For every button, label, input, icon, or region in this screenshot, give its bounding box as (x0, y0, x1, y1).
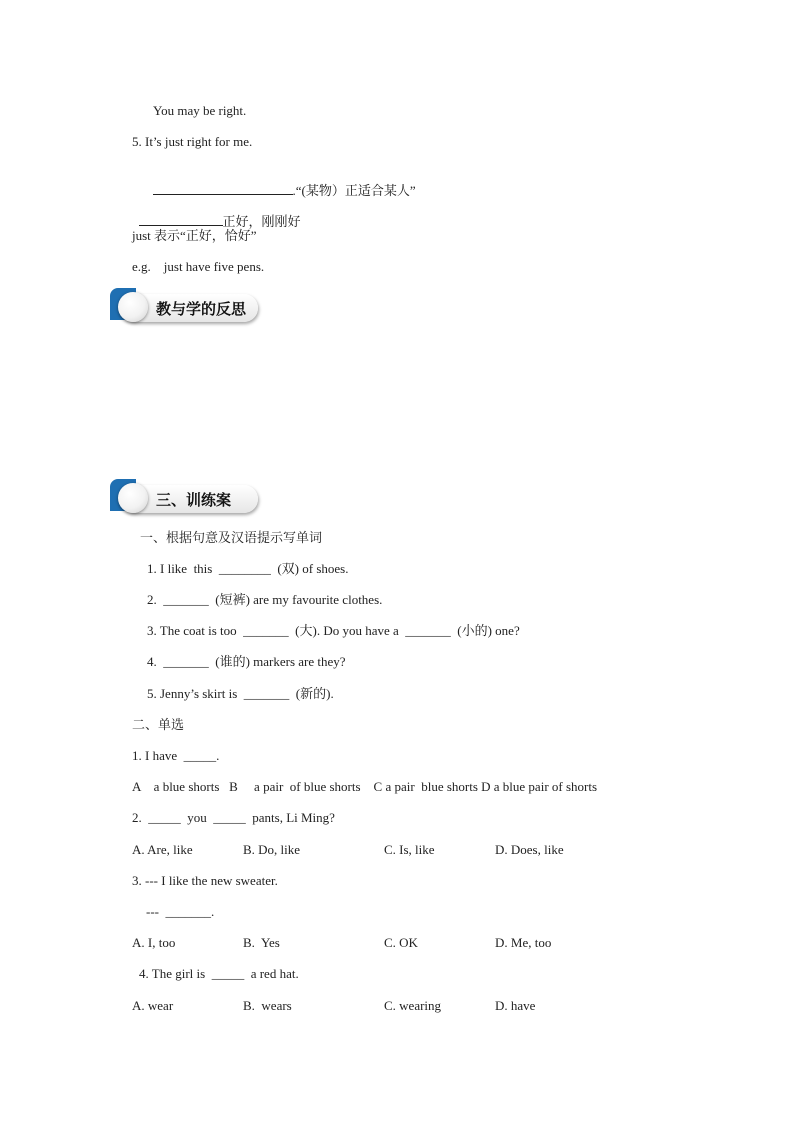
part2-q1: 1. I have _____. (132, 748, 220, 763)
q2-option-b[interactable]: B. Do, like (243, 842, 301, 857)
section-title: 三、训练案 (156, 491, 232, 509)
q2-option-a[interactable]: A. Are, like (132, 842, 193, 857)
section-header-training (110, 479, 270, 519)
q2-option-c[interactable]: C. Is, like (384, 842, 435, 857)
q4-option-d[interactable]: D. have (495, 998, 536, 1013)
part1-q3: 3. The coat is too _______ (大). Do you have a _______ (小的) one? (147, 623, 520, 638)
q2-option-d[interactable]: D. Does, like (495, 842, 564, 857)
usage-note: .“(某物）正适合某人” (292, 183, 416, 198)
q3-option-b[interactable]: B. Yes (243, 935, 280, 950)
example-sentence: You may be right. (153, 103, 247, 118)
q4-option-a[interactable]: A. wear (132, 998, 174, 1013)
section-title: 教与学的反思 (156, 300, 247, 318)
section-header-reflection (110, 288, 270, 328)
q3-option-c[interactable]: C. OK (384, 935, 418, 950)
meaning-note: 正好，刚刚好 (222, 214, 301, 229)
section-circle-icon (118, 483, 148, 513)
part2-heading: 二、单选 (132, 717, 185, 732)
just-note: just 表示“正好，恰好” (132, 228, 257, 243)
part1-q1: 1. I like this ________ (双) of shoes. (147, 561, 349, 576)
part2-q1-options: A a blue shorts B a pair of blue shorts C a pair blue shorts D a blue pair of shorts (132, 779, 598, 794)
example-eg: e.g. just have five pens. (132, 259, 265, 274)
part1-heading: 一、根据句意及汉语提示写单词 (140, 530, 323, 545)
part1-q4: 4. _______ (谁的) markers are they? (147, 654, 346, 669)
q4-option-b[interactable]: B. wears (243, 998, 292, 1013)
item-5-title: 5. It’s just right for me. (132, 134, 253, 149)
part2-q4: 4. The girl is _____ a red hat. (139, 966, 299, 981)
part2-q3-reply: --- _______. (146, 904, 215, 919)
part1-q2: 2. _______ (短裤) are my favourite clothes. (147, 592, 383, 607)
answer-blank[interactable] (153, 182, 293, 195)
fill-line-meaning (132, 197, 301, 230)
part2-q3: 3. --- I like the new sweater. (132, 873, 278, 888)
q3-option-a[interactable]: A. I, too (132, 935, 176, 950)
part1-q5: 5. Jenny’s skirt is _______ (新的). (147, 686, 334, 701)
q4-option-c[interactable]: C. wearing (384, 998, 442, 1013)
q3-option-d[interactable]: D. Me, too (495, 935, 552, 950)
answer-blank[interactable] (139, 213, 223, 226)
fill-line-usage (146, 166, 416, 199)
part2-q2: 2. _____ you _____ pants, Li Ming? (132, 810, 335, 825)
section-circle-icon (118, 292, 148, 322)
